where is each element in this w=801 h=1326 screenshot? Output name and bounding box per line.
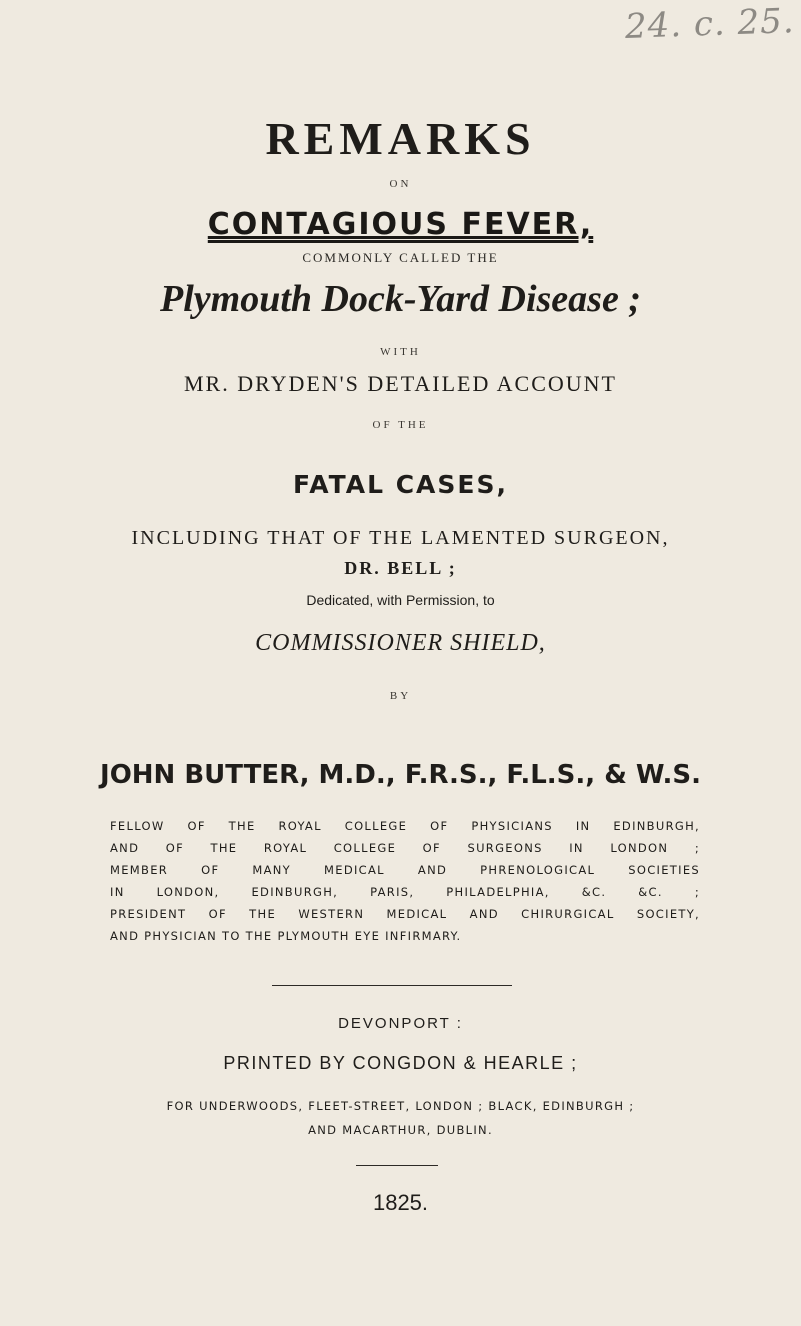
credential-line: AND PHYSICIAN TO THE PLYMOUTH EYE INFIRMARY. xyxy=(110,929,462,943)
credential-line: AND OF THE ROYAL COLLEGE OF SURGEONS IN LONDON ; xyxy=(110,841,700,855)
subject-heading: CONTAGIOUS FEVER, xyxy=(207,207,594,242)
credential-line: FELLOW OF THE ROYAL COLLEGE OF PHYSICIANS IN EDINBURGH, xyxy=(110,819,700,833)
credential-line: PRESIDENT OF THE WESTERN MEDICAL AND CHIRURGICAL SOCIETY, xyxy=(110,907,700,921)
author-credentials xyxy=(110,815,700,947)
sellers-line-2: AND MACARTHUR, DUBLIN. xyxy=(308,1123,493,1137)
fatal-cases-heading: FATAL CASES, xyxy=(293,470,508,499)
commonly-called-label: COMMONLY CALLED THE xyxy=(302,250,499,265)
author-name: JOHN BUTTER, M.D., F.R.S., F.L.S., & W.S. xyxy=(100,760,701,790)
main-title: REMARKS xyxy=(265,113,536,164)
by-label: BY xyxy=(389,690,412,702)
printer-line: PRINTED BY CONGDON & HEARLE ; xyxy=(223,1053,578,1073)
dr-bell-line: DR. BELL ; xyxy=(344,558,457,578)
handwritten-shelfmark: 24. c. 25. xyxy=(624,1,796,47)
short-rule xyxy=(356,1165,438,1166)
disease-name: Plymouth Dock-Yard Disease ; xyxy=(160,278,641,320)
with-label: WITH xyxy=(380,346,421,358)
dedication-line: Dedicated, with Permission, to xyxy=(306,592,495,608)
credential-line: IN LONDON, EDINBURGH, PARIS, PHILADELPHIA, &C. &C. ; xyxy=(110,885,700,899)
sellers-line: FOR UNDERWOODS, FLEET-STREET, LONDON ; BLACK, EDINBURGH ; xyxy=(166,1099,635,1113)
of-the-label: OF THE xyxy=(372,419,429,431)
credential-line: MEMBER OF MANY MEDICAL AND PHRENOLOGICAL SOCIETIES xyxy=(110,863,700,877)
commissioner-line: COMMISSIONER SHIELD, xyxy=(255,630,546,656)
imprint-place: DEVONPORT : xyxy=(338,1015,463,1032)
divider-rule xyxy=(272,985,512,986)
publication-year: 1825. xyxy=(372,1190,429,1215)
on-label: ON xyxy=(389,178,412,190)
account-heading: MR. DRYDEN'S DETAILED ACCOUNT xyxy=(184,371,617,396)
including-line: INCLUDING THAT OF THE LAMENTED SURGEON, xyxy=(131,527,670,549)
